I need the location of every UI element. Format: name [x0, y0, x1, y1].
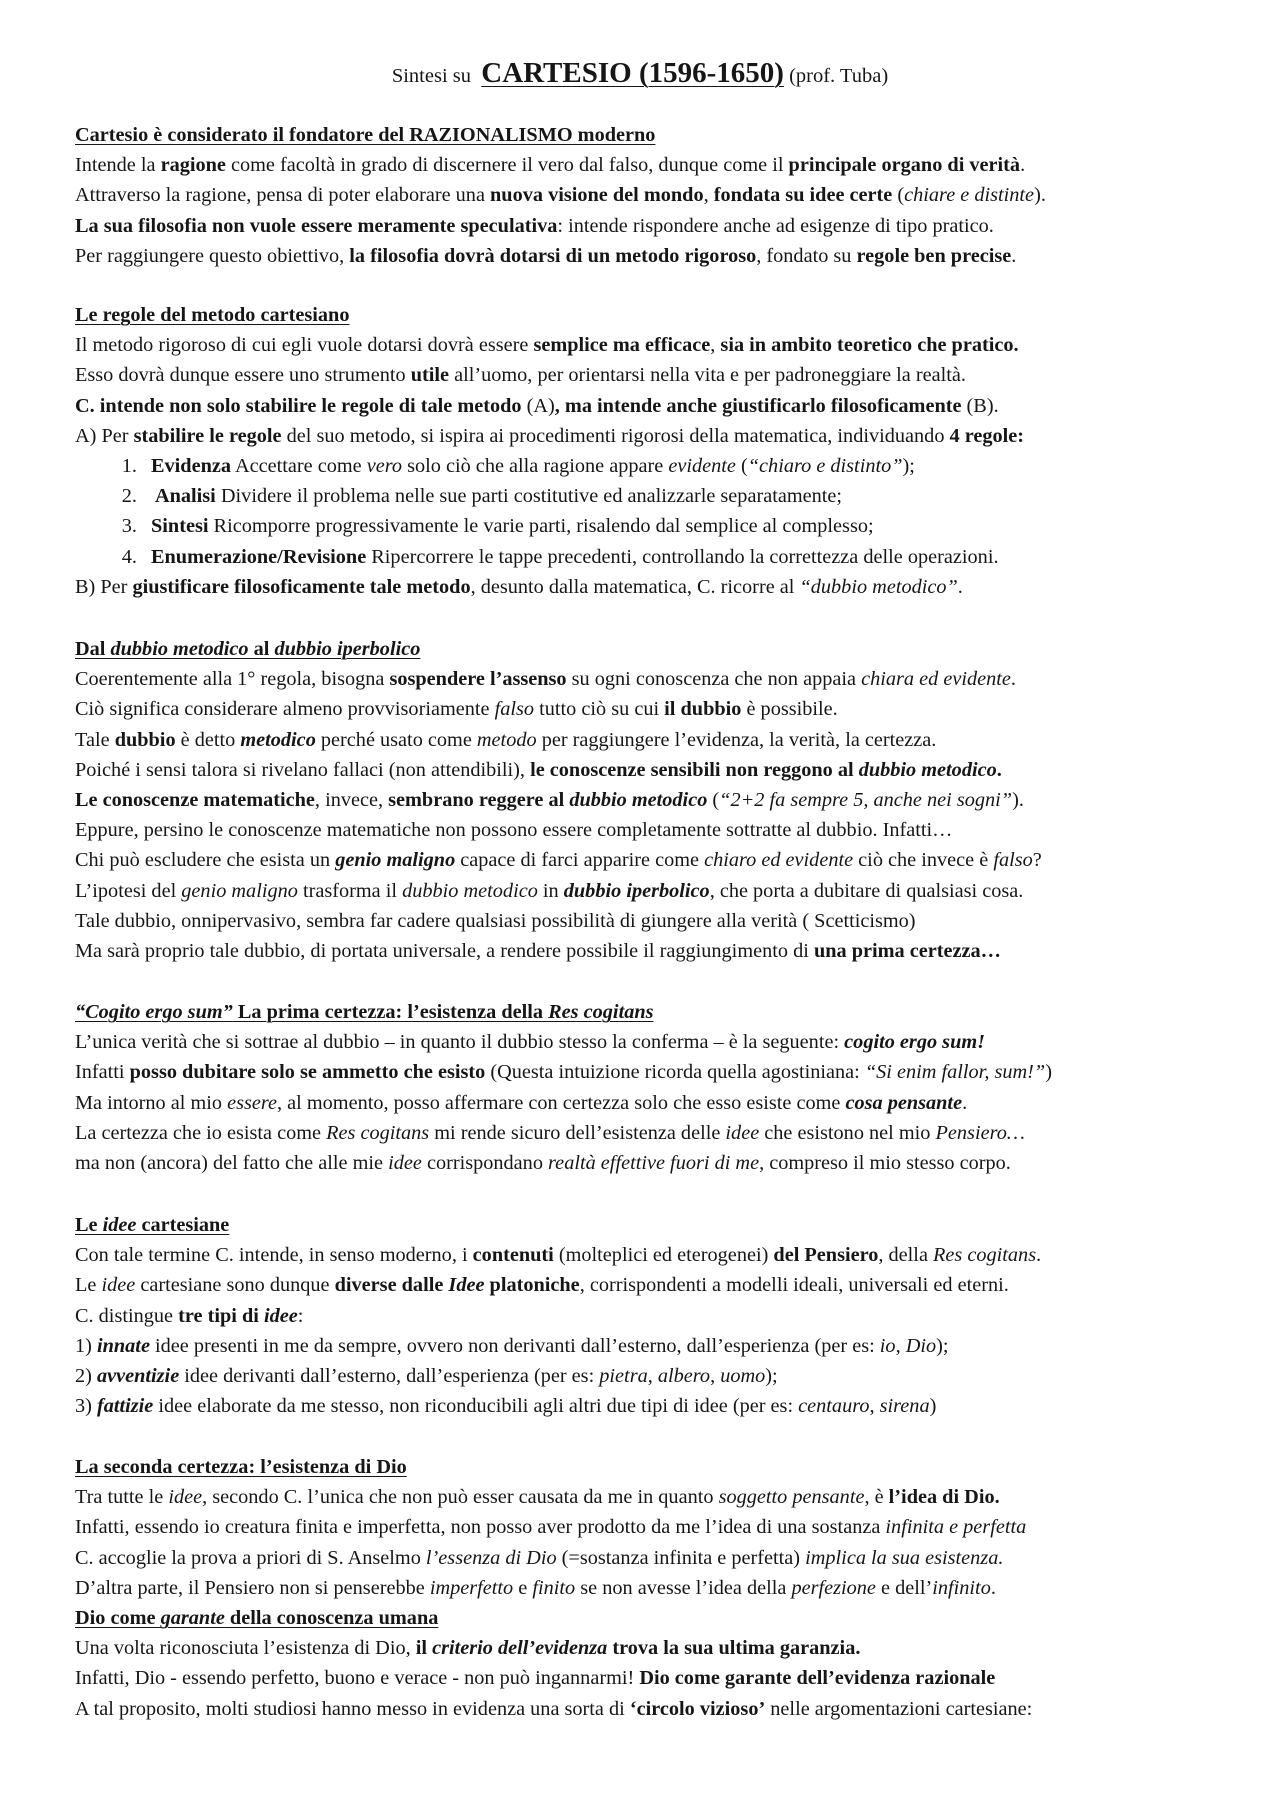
text-line	[75, 906, 1275, 936]
text-run: ciò che invece è	[853, 849, 994, 872]
text-run: come facoltà in grado di discernere il vero dal falso, dunque come il	[225, 154, 789, 177]
text-run: L’unica verità che si sottrae al dubbio – in quanto il dubbio stesso la conferma – è la seguente:	[75, 1031, 845, 1054]
text-run: dubbio metodico	[569, 788, 708, 811]
text-run: sembrano reggere al	[388, 788, 570, 811]
text-run: ,	[710, 334, 721, 357]
text-line	[75, 572, 1275, 602]
text-line	[75, 936, 1275, 966]
text-run: in	[537, 879, 564, 902]
text-run: nuova visione del mondo	[490, 184, 704, 207]
text-run: albero	[657, 1364, 711, 1387]
text-run: , desunto dalla matematica, C. ricorre al	[470, 575, 800, 598]
text-run: fattizie	[96, 1395, 154, 1418]
text-run: “dubbio metodico”	[799, 575, 958, 598]
text-line	[75, 876, 1275, 906]
text-run: 2)	[75, 1364, 97, 1387]
text-run: pietra	[599, 1364, 648, 1387]
text-run: tre tipi di	[178, 1304, 264, 1327]
text-run: Esso dovrà dunque essere uno strumento	[75, 364, 411, 387]
section-heading	[75, 1210, 1275, 1240]
text-run: dubbio	[114, 728, 176, 751]
text-run: .	[957, 575, 963, 598]
text-run: , secondo C. l’unica che non può esser causata da me in quanto	[202, 1486, 719, 1509]
section-subheading	[75, 1603, 1275, 1633]
text-run: mi rende sicuro dell’esistenza delle	[429, 1121, 726, 1144]
text-run: posso dubitare solo se ammetto che esisto	[129, 1061, 486, 1084]
text-run: 3)	[75, 1395, 97, 1418]
text-run: A) Per	[75, 424, 134, 447]
text-run: Ma sarà proprio tale dubbio, di portata universale, a rendere possibile il raggiungimento di	[75, 939, 814, 962]
text-run: cosa pensante	[845, 1091, 963, 1114]
text-run: trasforma il	[297, 879, 403, 902]
text-run: garante	[160, 1606, 225, 1629]
text-run: , compreso il mio stesso corpo.	[759, 1151, 1011, 1174]
list-item	[75, 481, 1275, 511]
text-run: Poiché i sensi talora si rivelano fallaci (non attendibili),	[75, 758, 531, 781]
text-line	[75, 785, 1275, 815]
text-run: Il metodo rigoroso di cui egli vuole dotarsi dovrà essere	[75, 334, 534, 357]
text-run: falso	[993, 849, 1033, 872]
list-number: 4.	[121, 545, 137, 568]
text-line	[75, 1088, 1275, 1118]
text-run: cartesiane	[136, 1214, 230, 1236]
text-run: del suo metodo, si ispira ai procedimenti rigorosi della matematica, individuando	[281, 424, 950, 447]
text-run: );	[902, 454, 915, 477]
text-run: C. distingue	[75, 1304, 179, 1327]
text-run: innate	[96, 1334, 150, 1357]
text-run: ,	[869, 1395, 880, 1418]
section-heading	[75, 997, 1275, 1027]
text-run: principale organo di verità	[788, 154, 1021, 177]
text-run: dubbio iperbolico	[563, 879, 710, 902]
text-run: A tal proposito, molti studiosi hanno messo in evidenza una sorta di	[75, 1697, 630, 1720]
text-run: Per raggiungere questo obiettivo,	[75, 244, 350, 267]
text-run: ‘circolo vizioso’	[629, 1697, 766, 1720]
title-prefix: Sintesi su	[391, 65, 471, 87]
text-line	[75, 1331, 1275, 1361]
text-run: L’ipotesi del	[75, 879, 182, 902]
text-run: della conoscenza umana	[224, 1606, 439, 1629]
text-run: Ciò significa considerare almeno provvisoriamente	[75, 698, 495, 721]
list-number: 1.	[121, 454, 137, 477]
text-run: Idee	[448, 1274, 485, 1297]
text-run: Ma intorno al mio	[75, 1091, 228, 1114]
text-line	[75, 1361, 1275, 1391]
text-run: idee	[725, 1121, 760, 1144]
title-main: CARTESIO (1596-1650)	[481, 57, 784, 89]
section	[75, 997, 1275, 1178]
text-run: );	[936, 1334, 949, 1357]
text-run: dubbio metodico	[110, 638, 249, 660]
text-run: )	[1045, 1061, 1052, 1084]
text-run: Tale dubbio, onnipervasivo, sembra far cadere qualsiasi possibilità di giungere alla verità ( Scetticismo)	[75, 909, 916, 932]
text-run: Tale	[75, 728, 115, 751]
list-number: 2.	[121, 485, 137, 508]
text-run: io	[879, 1334, 896, 1357]
text-run: perfezione	[791, 1576, 876, 1599]
text-run: (	[707, 788, 720, 811]
text-run: , ma intende anche giustificarlo filosoficamente	[554, 394, 962, 417]
text-run: D’altra parte, il Pensiero non si penserebbe	[75, 1576, 430, 1599]
text-run: Dio come garante dell’evidenza razionale	[639, 1667, 996, 1690]
section	[75, 1452, 1275, 1724]
list-item	[75, 542, 1275, 572]
text-run: chiaro ed evidente	[704, 849, 854, 872]
text-run: (Questa intuizione ricorda quella agostiniana:	[485, 1061, 865, 1084]
text-run: chiara ed evidente	[861, 668, 1011, 691]
title-suffix: (prof. Tuba)	[789, 65, 889, 87]
text-run: e dell’	[875, 1576, 933, 1599]
text-run: le conoscenze sensibili non reggono al	[530, 758, 859, 781]
text-run: cogito ergo sum!	[844, 1031, 986, 1054]
text-run: cartesiane sono dunque	[135, 1274, 335, 1297]
text-run: La sua filosofia non vuole essere meramente speculativa	[75, 214, 558, 237]
text-run: fondata su idee certe	[713, 184, 893, 207]
text-run: : intende rispondere anche ad esigenze di tipo pratico.	[557, 214, 994, 237]
text-run: .	[1011, 244, 1017, 267]
text-run: soggetto pensante	[718, 1486, 865, 1509]
text-run: è detto	[175, 728, 241, 751]
text-run: (molteplici ed eterogenei)	[553, 1244, 774, 1267]
text-run: Le conoscenze matematiche	[75, 788, 315, 811]
section	[75, 120, 1275, 271]
text-run: ).	[1034, 184, 1046, 207]
text-run: del Pensiero	[773, 1244, 879, 1267]
text-run: Res cogitans	[326, 1121, 430, 1144]
text-line	[75, 1512, 1275, 1542]
text-line	[75, 694, 1275, 724]
text-run: realtà effettive fuori di me	[548, 1151, 760, 1174]
text-run: sospendere l’assenso	[389, 668, 567, 691]
text-line	[75, 1543, 1275, 1573]
text-line	[75, 421, 1275, 451]
text-run: che esistono nel mio	[759, 1121, 936, 1144]
text-run: La prima certezza: l’esistenza della	[232, 1001, 549, 1023]
text-run: è possibile.	[741, 698, 838, 721]
text-run: (	[735, 454, 748, 477]
text-line	[75, 1270, 1275, 1300]
section	[75, 634, 1275, 966]
section-heading	[75, 634, 1275, 664]
text-run: se non avesse l’idea della	[575, 1576, 792, 1599]
text-line	[75, 1482, 1275, 1512]
text-run: .	[1036, 1244, 1042, 1267]
text-run: Analisi	[151, 485, 216, 508]
section-heading	[75, 300, 1275, 330]
text-line	[75, 1633, 1275, 1663]
text-run: tutto ciò su cui	[534, 698, 665, 721]
text-line	[75, 360, 1275, 390]
text-run: diverse dalle	[334, 1274, 449, 1297]
text-run: , al momento, posso affermare con certezza solo che esso esiste come	[277, 1091, 846, 1114]
text-run: avventizie	[96, 1364, 180, 1387]
text-run: :	[297, 1304, 304, 1327]
text-run: imperfetto	[429, 1576, 514, 1599]
text-run: stabilire le regole	[133, 424, 282, 447]
text-line	[75, 1573, 1275, 1603]
text-run: idee	[102, 1214, 137, 1236]
text-run: .	[990, 1576, 996, 1599]
text-run: Enumerazione/Revisione	[151, 545, 367, 568]
text-run: l’essenza di Dio	[425, 1546, 557, 1569]
text-run: centauro	[798, 1395, 870, 1418]
text-run: al	[248, 638, 275, 660]
text-line	[75, 150, 1275, 180]
text-run: B) Per	[75, 575, 133, 598]
text-run: Ripercorrere le tappe precedenti, controllando la correttezza delle operazioni.	[366, 545, 999, 568]
text-line	[75, 755, 1275, 785]
text-run: C. intende non solo stabilire le regole di tale metodo	[75, 394, 522, 417]
text-run: implica la sua esistenza.	[805, 1546, 1004, 1569]
text-run: Tra tutte le	[75, 1486, 169, 1509]
section-heading	[75, 120, 1275, 150]
text-run: e	[513, 1576, 533, 1599]
text-run: .	[1020, 154, 1026, 177]
text-run: per raggiungere l’evidenza, la verità, la certezza.	[536, 728, 937, 751]
text-run: ,	[647, 1364, 658, 1387]
text-run: uomo	[720, 1364, 766, 1387]
text-run: idee	[101, 1274, 136, 1297]
text-line	[75, 815, 1275, 845]
text-run: l’idea di Dio.	[888, 1486, 1000, 1509]
text-run: ma non (ancora) del fatto che alle mie	[75, 1151, 389, 1174]
text-run: idee elaborate da me stesso, non riconducibili agli altri due tipi di idee (per es:	[153, 1395, 799, 1418]
text-line	[75, 391, 1275, 421]
text-run: solo ciò che alla ragione appare	[402, 454, 669, 477]
text-run: finito	[532, 1576, 576, 1599]
text-run: Eppure, persino le conoscenze matematiche non possono essere completamente sottratte al dubbio. Infatti…	[75, 819, 953, 842]
text-run: Le	[75, 1274, 102, 1297]
text-run: su ogni conoscenza che non appaia	[566, 668, 862, 691]
text-run: Dividere il problema nelle sue parti costitutive ed analizzarle separatamente;	[215, 485, 843, 508]
text-line	[75, 211, 1275, 241]
text-run: ragione	[160, 154, 226, 177]
text-run: dubbio iperbolico	[274, 638, 421, 660]
text-run: (	[892, 184, 905, 207]
text-run: .	[962, 1091, 968, 1114]
text-run: “Cogito ergo sum”	[75, 1001, 233, 1023]
text-run: Sintesi	[151, 515, 209, 538]
text-line	[75, 845, 1275, 875]
text-run: La certezza che io esista come	[75, 1121, 327, 1144]
text-run: idee	[388, 1151, 422, 1174]
text-run: Infatti, essendo io creatura finita e imperfetta, non posso aver prodotto da me l’idea di una sostanza	[75, 1516, 886, 1539]
text-run: regole ben precise	[856, 244, 1012, 267]
text-run: perché usato come	[315, 728, 477, 751]
text-run: all’uomo, per orientarsi nella vita e per padroneggiare la realtà.	[449, 364, 966, 387]
text-run: una prima certezza…	[813, 939, 1001, 962]
text-line	[75, 1694, 1275, 1724]
text-run: contenuti	[472, 1244, 554, 1267]
text-line	[75, 1118, 1275, 1148]
text-line	[75, 664, 1275, 694]
text-run: infinita e perfetta	[885, 1516, 1027, 1539]
text-run: evidente	[668, 454, 736, 477]
text-run: semplice ma efficace	[533, 334, 711, 357]
text-run: Una volta riconosciuta l’esistenza di Dio,	[75, 1637, 416, 1660]
list-item	[75, 451, 1275, 481]
text-run: Con tale termine C. intende, in senso moderno, i	[75, 1244, 473, 1267]
text-run: , è	[864, 1486, 889, 1509]
text-line	[75, 725, 1275, 755]
text-run: .	[1010, 668, 1016, 691]
text-run: 4 regole:	[949, 424, 1025, 447]
text-line	[75, 1301, 1275, 1331]
text-run: 1)	[75, 1334, 97, 1357]
text-run: Ricomporre progressivamente le varie parti, risalendo dal semplice al complesso;	[208, 515, 874, 538]
text-run: C. accoglie la prova a priori di S. Anselmo	[75, 1546, 426, 1569]
text-run: Le	[75, 1214, 103, 1236]
text-run: essere	[227, 1091, 278, 1114]
text-run: Evidenza	[151, 454, 232, 477]
text-run: , della	[878, 1244, 934, 1267]
text-run: (=sostanza infinita e perfetta)	[556, 1546, 806, 1569]
text-run: Accettare come	[231, 454, 367, 477]
text-run: vero	[366, 454, 403, 477]
text-run: metodico	[240, 728, 316, 751]
text-run: Dal	[75, 638, 111, 660]
text-run: La seconda certezza: l’esistenza di Dio	[75, 1456, 407, 1478]
text-run: );	[765, 1364, 778, 1387]
text-run: ,	[703, 184, 714, 207]
text-run: capace di farci apparire come	[455, 849, 705, 872]
text-run: , che porta a dubitare di qualsiasi cosa.	[709, 879, 1024, 902]
text-line	[75, 1663, 1275, 1693]
list-item	[75, 511, 1275, 541]
text-run: ?	[1032, 849, 1042, 872]
text-run: nelle argomentazioni cartesiane:	[765, 1697, 1033, 1720]
text-run: , corrispondenti a modelli ideali, universali ed eterni.	[579, 1274, 1009, 1297]
text-run: criterio dell’evidenza	[432, 1637, 608, 1660]
section	[75, 1210, 1275, 1421]
text-run: Res cogitans	[548, 1001, 654, 1023]
text-run: falso	[494, 698, 535, 721]
text-run: Coerentemente alla 1° regola, bisogna	[75, 668, 390, 691]
text-run: (B).	[961, 394, 999, 417]
text-run: ,	[895, 1334, 906, 1357]
text-run: Infatti	[75, 1061, 130, 1084]
text-run: Pensiero…	[935, 1121, 1025, 1144]
list-number: 3.	[121, 515, 137, 538]
text-run: idee presenti in me da sempre, ovvero non derivanti dall’esterno, dall’esperienza (per es:	[149, 1334, 880, 1357]
text-run: Attraverso la ragione, pensa di poter elaborare una	[75, 184, 491, 207]
text-run: corrispondano	[421, 1151, 549, 1174]
text-run: trova la sua ultima garanzia.	[607, 1637, 861, 1660]
text-run: infinito	[932, 1576, 991, 1599]
text-run: idee	[263, 1304, 298, 1327]
text-run: il	[415, 1637, 433, 1660]
text-run: sirena	[879, 1395, 930, 1418]
text-run: utile	[410, 364, 450, 387]
text-run: Dio come	[75, 1606, 161, 1629]
text-line	[75, 241, 1275, 271]
text-line	[75, 1027, 1275, 1057]
text-run: Le regole del metodo cartesiano	[75, 304, 350, 326]
text-line	[75, 1148, 1275, 1178]
text-run: ).	[1012, 788, 1024, 811]
text-run: genio maligno	[335, 849, 456, 872]
text-line	[75, 1057, 1275, 1087]
text-run: )	[929, 1395, 937, 1418]
text-run: ,	[710, 1364, 721, 1387]
text-run: Infatti, Dio - essendo perfetto, buono e verace - non può ingannarmi!	[75, 1667, 640, 1690]
text-run: metodo	[476, 728, 537, 751]
text-run: “chiaro e distinto”	[747, 454, 903, 477]
text-run: , fondato su	[756, 244, 857, 267]
text-run: genio maligno	[181, 879, 298, 902]
text-run: (A)	[521, 394, 555, 417]
text-run: .	[996, 758, 1002, 781]
text-run: Cartesio è considerato il fondatore del RAZIONALISMO moderno	[75, 124, 656, 146]
text-run: dubbio metodico	[858, 758, 997, 781]
text-run: idee	[168, 1486, 203, 1509]
text-run: la filosofia dovrà dotarsi di un metodo rigoroso	[349, 244, 757, 267]
text-run: chiare e distinte	[904, 184, 1035, 207]
text-run: “2+2 fa sempre 5, anche nei sogni”	[719, 788, 1013, 811]
text-run: “Si enim fallor, sum!”	[864, 1061, 1046, 1084]
text-line	[75, 330, 1275, 360]
text-run: giustificare filosoficamente tale metodo	[132, 575, 471, 598]
text-run: il dubbio	[664, 698, 742, 721]
text-run: sia in ambito teoretico che pratico.	[720, 334, 1019, 357]
text-run: Res cogitans	[933, 1244, 1037, 1267]
text-run: Intende la	[75, 154, 161, 177]
text-run: platoniche	[484, 1274, 580, 1297]
document-title	[0, 58, 1280, 91]
section-heading	[75, 1452, 1275, 1482]
text-run: Dio	[905, 1334, 937, 1357]
text-line	[75, 1240, 1275, 1270]
text-run: dubbio metodico	[402, 879, 538, 902]
text-run: , invece,	[314, 788, 389, 811]
text-line	[75, 180, 1275, 210]
section	[75, 300, 1275, 602]
text-line	[75, 1391, 1275, 1421]
text-run: idee derivanti dall’esterno, dall’esperienza (per es:	[179, 1364, 600, 1387]
text-run: Chi può escludere che esista un	[75, 849, 336, 872]
